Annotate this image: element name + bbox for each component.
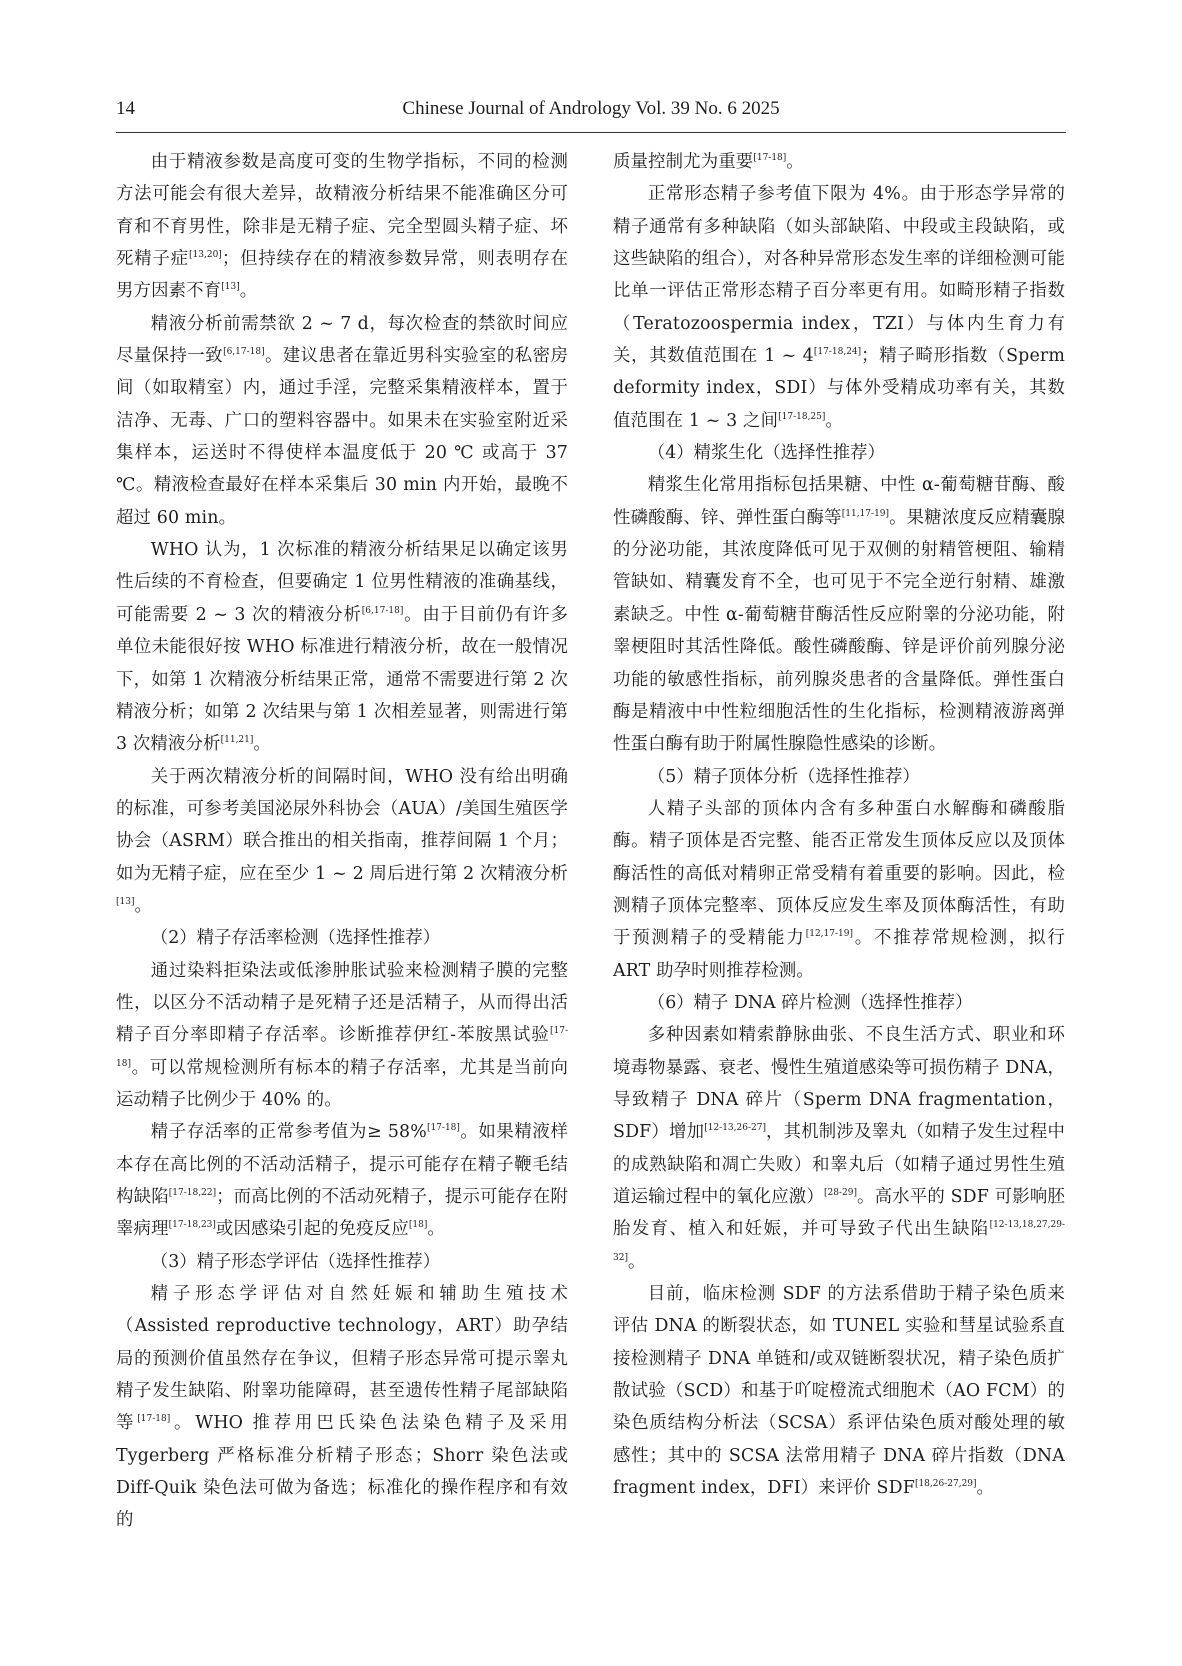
- citation: [13]: [116, 896, 135, 907]
- paragraph: [116, 1278, 568, 1537]
- right-column: [613, 146, 1065, 1616]
- text: 正常形态精子参考值下限为 4%。由于形态学异常的精子通常有多种缺陷（如头部缺陷、中段或主段缺陷，或这些缺陷的组合），对各种异常形态发生率的详细检测可能比单一评估正常形态精子百分率更有用。如畸形精子指数（Teratozoospermia index，TZI）与体内生育力有关，其数值范围在 1 ~ 4: [613, 184, 1065, 367]
- citation: [13,20]: [189, 250, 222, 261]
- text: 精子存活率的正常参考值为≥ 58%: [150, 1122, 427, 1143]
- text: 。高水平的 SDF 可影响胚胎发育、植入和妊娠，并可导致子代出生缺陷: [613, 1187, 1065, 1240]
- paragraph: [116, 308, 568, 534]
- citation: [17-18,24]: [813, 347, 862, 358]
- citation: [12-13,26-27]: [704, 1123, 766, 1134]
- paragraph: [613, 178, 1065, 437]
- text: 精浆生化常用指标包括果糖、中性 α-葡萄糖苷酶、酸性磷酸酶、锌、弹性蛋白酶等: [613, 475, 1065, 528]
- journal-title: Chinese Journal of Andrology Vol. 39 No. 6 2025: [402, 98, 780, 119]
- running-header: [116, 92, 1066, 133]
- page-number: 14: [116, 98, 135, 119]
- text: 。: [239, 281, 258, 302]
- text: 。可以常规检测所有标本的精子存活率，尤其是当前向运动精子比例少于 40% 的。: [116, 1057, 568, 1110]
- section-heading: （3）精子形态学评估（选择性推荐）: [150, 1251, 441, 1272]
- citation: [18,26-27,29]: [914, 1479, 977, 1490]
- paragraph: [116, 1116, 568, 1245]
- citation: [6,17-18]: [223, 347, 265, 358]
- text: 。: [786, 152, 804, 172]
- left-column: [116, 146, 568, 1616]
- text: 精液分析前需禁欲 2 ~ 7 d，每次检查的禁欲时间应尽量保持一致: [116, 313, 568, 367]
- text: 。: [825, 410, 843, 431]
- text: 。: [253, 734, 271, 755]
- text: 多种因素如精索静脉曲张、不良生活方式、职业和环境毒物暴露、衰老、慢性生殖道感染等可损伤精子 DNA，导致精子 DNA 碎片（Sperm DNA fragmentation，SDF）增加: [613, 1025, 1065, 1143]
- paragraph: [613, 146, 1065, 178]
- section-heading: （2）精子存活率检测（选择性推荐）: [150, 928, 441, 949]
- section-heading: （4）精浆生化（选择性推荐）: [647, 443, 885, 464]
- paragraph: [116, 534, 568, 760]
- citation: [17-18]: [753, 153, 787, 163]
- text: 。WHO 推荐用巴氏染色法染色精子及采用 Tygerberg 严格标准分析精子形态；Shorr 染色法或 Diff-Quik 染色法可做为备选；标准化的操作程序和有效的: [116, 1413, 568, 1531]
- text: WHO 认为，1 次标准的精液分析结果足以确定该男性后续的不育检查，但要确定 1 位男性精液的准确基线，可能需要 2 ~ 3 次的精液分析: [116, 540, 568, 625]
- text: ，其机制涉及睾丸（如精子发生过程中的成熟缺陷和凋亡失败）和睾丸后（如精子通过男性生殖道运输过程中的氧化应激）: [613, 1122, 1065, 1207]
- paragraph: [613, 469, 1065, 760]
- text: 。: [976, 1478, 995, 1499]
- text: 。: [627, 1251, 646, 1272]
- citation: [17-18]: [137, 1414, 171, 1425]
- text: 人精子头部的顶体内含有多种蛋白水解酶和磷酸脂酶。精子顶体是否完整、能否正常发生顶体反应以及顶体酶活性的高低对精卵正常受精有着重要的影响。因此，检测精子顶体完整率、顶体反应发生率及顶体酶活性，有助于预测精子的受精能力: [613, 798, 1065, 949]
- citation: [17-18,25]: [778, 411, 826, 422]
- text: 或因感染引起的免疫反应: [215, 1219, 409, 1240]
- text: ；而高比例的不活动死精子，提示可能存在附睾病理: [116, 1187, 568, 1240]
- text: 精子形态学评估对自然妊娠和辅助生殖技术（Assisted reproductive technology，ART）助孕结局的预测价值虽然存在争议，但精子形态异常可提示睾丸精子发生缺陷、附睾功能障碍，甚至遗传性精子尾部缺陷等: [116, 1284, 568, 1434]
- text: 。果糖浓度反应精囊腺的分泌功能，其浓度降低可见于双侧的射精管梗阻、输精管缺如、精囊发育不全，也可见于不完全逆行射精、雄激素缺乏。中性 α-葡萄糖苷酶活性反应附睾的分泌功能，附睾梗阻时其活性降低。酸性磷酸酶、锌是评价前列腺分泌功能的敏感性指标，前列腺炎患者的含量降低。弹性蛋白酶是精液中中性粒细胞活性的生化指标，检测精液游离弹性蛋白酶有助于附属性腺隐性感染的诊断。: [613, 507, 1065, 755]
- text: ；但持续存在的精液参数异常，则表明存在男方因素不育: [116, 249, 568, 302]
- citation: [17-18,22]: [168, 1188, 217, 1198]
- paragraph: [116, 761, 568, 923]
- citation: [18]: [408, 1220, 428, 1231]
- citation: [17-18]: [426, 1123, 460, 1134]
- text: 通过染料拒染法或低渗肿胀试验来检测精子膜的完整性，以区分不活动精子是死精子还是活精子，从而得出活精子百分率即精子存活率。诊断推荐伊红-苯胺黑试验: [116, 960, 568, 1046]
- text: ；精子畸形指数（Sperm deformity index，SDI）与体外受精成功率有关，其数值范围在 1 ~ 3 之间: [613, 346, 1065, 431]
- paragraph: [116, 955, 568, 1117]
- paragraph: [613, 1019, 1065, 1278]
- section-heading: （5）精子顶体分析（选择性推荐）: [647, 766, 920, 787]
- text: 。建议患者在靠近男科实验室的私密房间（如取精室）内，通过手淫，完整采集精液样本，置于洁净、无毒、广口的塑料容器中。如果未在实验室附近采集样本，运送时不得使样本温度低于 20 ℃ 或高于 37 ℃。精液检查最好在样本采集后 30 min 内开始，最晚不超过 60 min。: [116, 346, 568, 528]
- text: 由于精液参数是高度可变的生物学指标，不同的检测方法可能会有很大差异，故精液分析结果不能准确区分可育和不育男性，除非是无精子症、完全型圆头精子症、坏死精子症: [116, 152, 568, 270]
- paragraph: [613, 793, 1065, 987]
- text: 。如果精液样本存在高比例的不活动活精子，提示可能存在精子鞭毛结构缺陷: [116, 1122, 568, 1207]
- text: 关于两次精液分析的间隔时间，WHO 没有给出明确的标准，可参考美国泌尿外科协会（AUA）/美国生殖医学协会（ASRM）联合推出的相关指南，推荐间隔 1 个月；如为无精子症，应在至少 1 ~ 2 周后进行第 2 次精液分析: [116, 766, 568, 884]
- text: 目前，临床检测 SDF 的方法系借助于精子染色质来评估 DNA 的断裂状态，如 TUNEL 实验和彗星试验系直接检测精子 DNA 单链和/或双链断裂状况，精子染色质扩散试验（SCD）和基于吖啶橙流式细胞术（AO FCM）的染色质结构分析法（SCSA）系评估染色质对酸处理的敏感性；其中的 SCSA 法常用精子 DNA 碎片指数（DNA fragment index，DFI）来评价 SDF: [613, 1284, 1065, 1499]
- citation: [12-13,18,27,29-32]: [613, 1220, 1065, 1263]
- text: 质量控制尤为重要: [613, 152, 754, 172]
- citation: [13]: [221, 282, 240, 293]
- citation: [12,17-19]: [805, 929, 853, 940]
- section-heading: （6）精子 DNA 碎片检测（选择性推荐）: [647, 992, 973, 1013]
- text: 。: [134, 895, 153, 916]
- citation: [28-29]: [823, 1188, 857, 1198]
- text: 。不推荐常规检测，拟行 ART 助孕时则推荐检测。: [613, 928, 1065, 981]
- text: 。: [427, 1219, 445, 1240]
- paragraph: [116, 146, 568, 308]
- citation: [17-18]: [116, 1026, 568, 1069]
- citation: [17-18,23]: [168, 1220, 216, 1231]
- citation: [11,21]: [220, 735, 254, 746]
- citation: [6,17-18]: [361, 605, 404, 616]
- paragraph: [613, 1278, 1065, 1504]
- text: 。由于目前仍有许多单位未能很好按 WHO 标准进行精液分析，故在一般情况下，如第 1 次精液分析结果正常，通常不需要进行第 2 次精液分析；如第 2 次结果与第 1 次相差显著，则需进行第 3 次精液分析: [116, 604, 568, 755]
- citation: [11,17-19]: [841, 508, 890, 519]
